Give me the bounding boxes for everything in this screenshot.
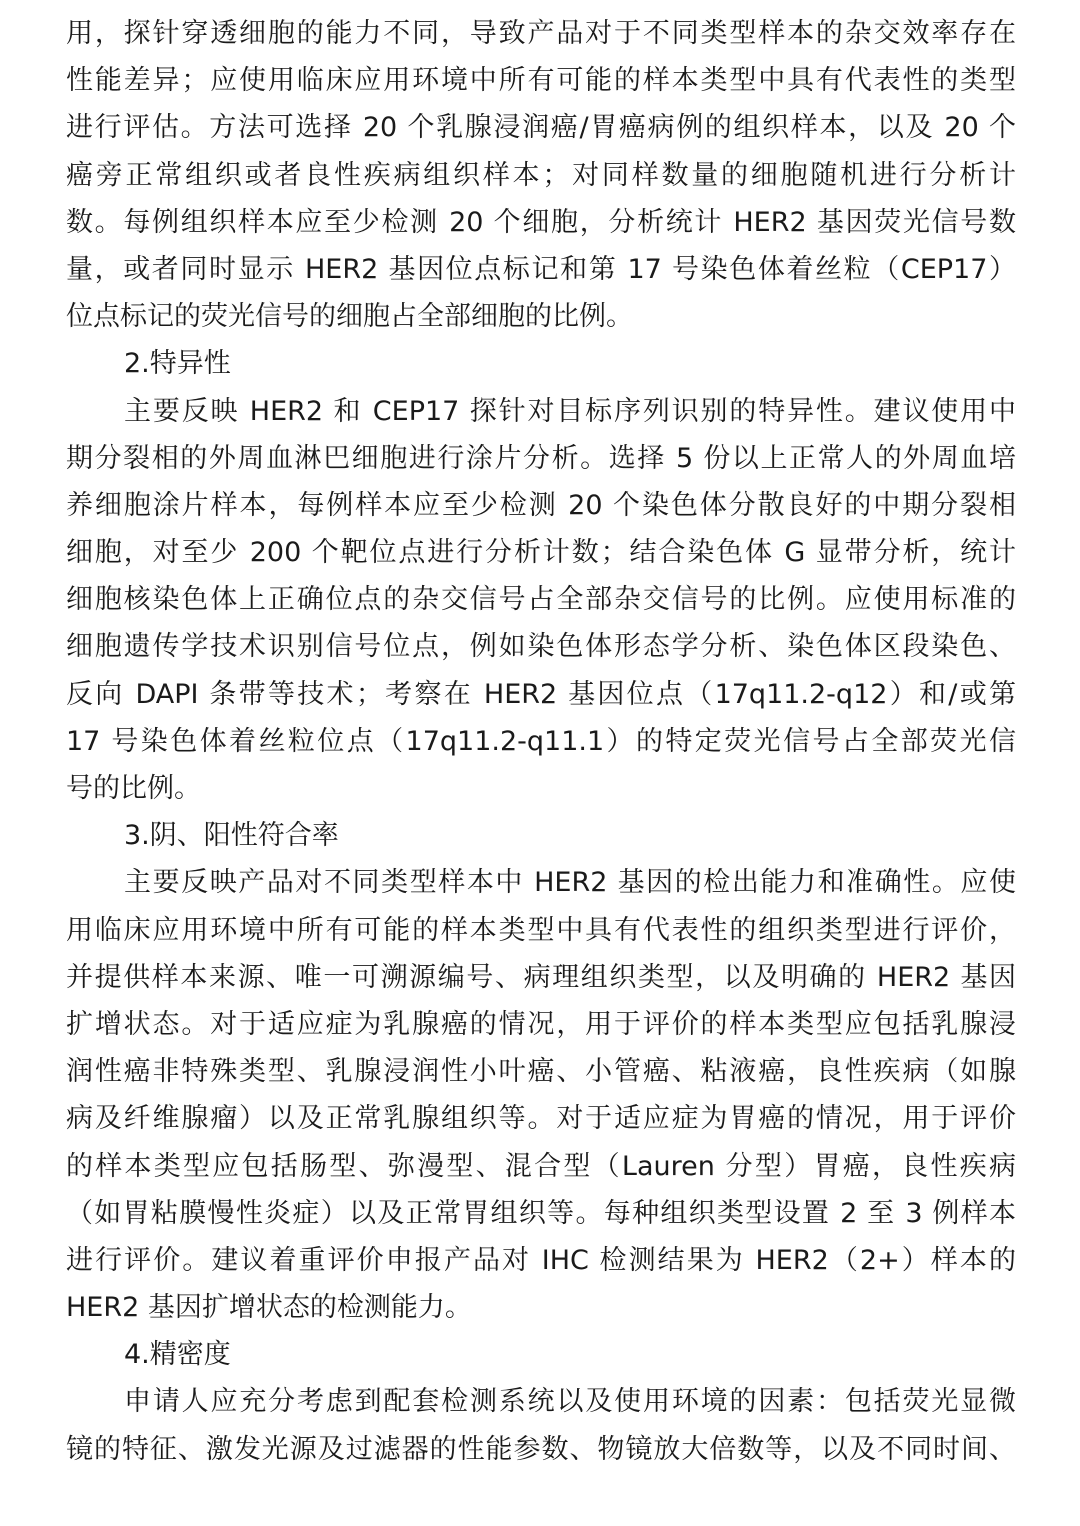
text-line: 细胞遗传学技术识别信号位点，例如染色体形态学分析、染色体区段染色、: [66, 631, 1016, 663]
text-line: 细胞，对至少 200 个靶位点进行分析计数；结合染色体 G 显带分析，统计: [66, 537, 1016, 569]
text-line: 性能差异；应使用临床应用环境中所有可能的样本类型中具有代表性的类型: [66, 65, 1016, 97]
text-line: 并提供样本来源、唯一可溯源编号、病理组织类型，以及明确的 HER2 基因: [66, 961, 1016, 993]
text-line: 病及纤维腺瘤）以及正常乳腺组织等。对于适应症为胃癌的情况，用于评价: [66, 1103, 1016, 1135]
document-page: [66, 10, 1016, 1473]
text-line: （如胃粘膜慢性炎症）以及正常胃组织等。每种组织类型设置 2 至 3 例样本: [66, 1197, 1016, 1229]
text-line: 癌旁正常组织或者良性疾病组织样本；对同样数量的细胞随机进行分析计: [66, 159, 1016, 191]
paragraph-first-line: 主要反映 HER2 和 CEP17 探针对目标序列识别的特异性。建议使用中: [124, 395, 1016, 427]
paragraph-first-line: 主要反映产品对不同类型样本中 HER2 基因的检出能力和准确性。应使: [124, 867, 1016, 899]
text-line: 用临床应用环境中所有可能的样本类型中具有代表性的组织类型进行评价，: [66, 914, 1016, 946]
section-heading-concordance: 3.阴、阳性符合率: [124, 820, 339, 852]
text-line: 镜的特征、激发光源及过滤器的性能参数、物镜放大倍数等，以及不同时间、: [66, 1433, 1016, 1465]
text-line: 润性癌非特殊类型、乳腺浸润性小叶癌、小管癌、粘液癌，良性疾病（如腺: [66, 1056, 1016, 1088]
text-line: 量，或者同时显示 HER2 基因位点标记和第 17 号染色体着丝粒（CEP17）: [66, 253, 1016, 285]
text-line: 反向 DAPI 条带等技术；考察在 HER2 基因位点（17q11.2-q12）和/或第: [66, 678, 1016, 710]
text-line: 号的比例。: [66, 773, 201, 804]
section-heading-specificity: 2.特异性: [124, 348, 231, 380]
text-line: 位点标记的荧光信号的细胞占全部细胞的比例。: [66, 301, 633, 333]
paragraph-first-line: 申请人应充分考虑到配套检测系统以及使用环境的因素：包括荧光显微: [124, 1386, 1016, 1418]
text-line: 数。每例组织样本应至少检测 20 个细胞，分析统计 HER2 基因荧光信号数: [66, 206, 1016, 238]
text-line: 进行评价。建议着重评价申报产品对 IHC 检测结果为 HER2（2+）样本的: [66, 1244, 1016, 1276]
section-heading-precision: 4.精密度: [124, 1339, 231, 1371]
text-line: 用，探针穿透细胞的能力不同，导致产品对于不同类型样本的杂交效率存在: [66, 18, 1016, 49]
text-line: 细胞核染色体上正确位点的杂交信号占全部杂交信号的比例。应使用标准的: [66, 584, 1016, 616]
text-line: 养细胞涂片样本，每例样本应至少检测 20 个染色体分散良好的中期分裂相: [66, 489, 1016, 521]
text-line: HER2 基因扩增状态的检测能力。: [66, 1292, 472, 1324]
text-line: 的样本类型应包括肠型、弥漫型、混合型（Lauren 分型）胃癌，良性疾病: [66, 1150, 1016, 1182]
text-line: 扩增状态。对于适应症为乳腺癌的情况，用于评价的样本类型应包括乳腺浸: [66, 1008, 1016, 1040]
text-line: 进行评估。方法可选择 20 个乳腺浸润癌/胃癌病例的组织样本，以及 20 个: [66, 112, 1016, 144]
text-line: 17 号染色体着丝粒位点（17q11.2-q11.1）的特定荧光信号占全部荧光信: [66, 725, 1016, 757]
text-line: 期分裂相的外周血淋巴细胞进行涂片分析。选择 5 份以上正常人的外周血培: [66, 442, 1016, 474]
